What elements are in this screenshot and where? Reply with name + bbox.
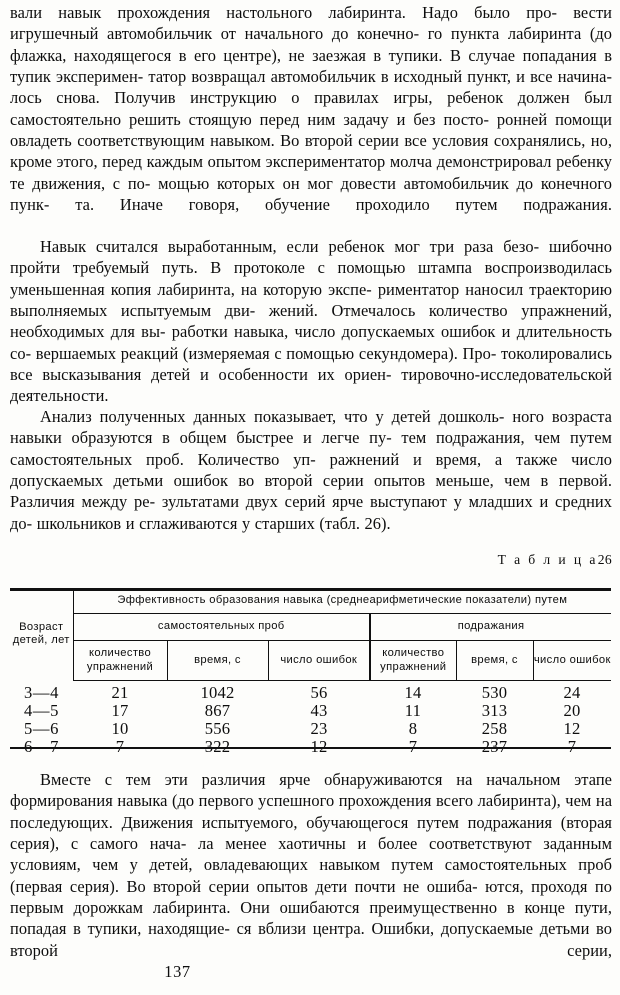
cell-errors-independent: 23	[310, 718, 328, 738]
text-line: татор возвращал автомобильчик в исходный пункт, и все начина-	[148, 67, 612, 87]
cell-exercises-independent: 21	[111, 683, 129, 702]
cell-time-independent: 1042	[200, 683, 235, 702]
text-line: токолировались все высказывания детей и особенности их ориен-	[10, 343, 612, 385]
text-line: экспериментатор молча демонстрировал ребенку те движения, с по-	[10, 152, 612, 193]
text-line: мощью которых он мог довести автомобильчик до конечного пунк-	[10, 173, 612, 215]
text-line: этапе формирования навыка (до первого успешного прохождения	[10, 770, 612, 811]
table-header-row-sub	[10, 641, 611, 681]
text-line: жений. Отмечалось количество упражнений, необходимых для вы-	[10, 301, 612, 342]
text-line: Анализ полученных данных показывает, что у детей дошколь-	[40, 407, 505, 426]
text-line: тировочно-исследовательской деятельности.	[10, 365, 612, 406]
paragraph	[10, 236, 612, 407]
column-header-errors-1: число ошибок	[268, 641, 370, 681]
paragraph-block-analysis	[10, 406, 612, 534]
cell-time-independent: 556	[204, 718, 231, 738]
cell-time-independent: 867	[204, 700, 231, 720]
text-line: всего лабиринта), чем на последующих. Движения испытуемого,	[10, 791, 613, 832]
text-line: все условия сохранялись, но, кроме этого, перед каждым опытом	[10, 131, 612, 172]
cell-time-imitation: 258	[481, 718, 508, 738]
table-header-row-top	[10, 588, 611, 614]
paragraph	[10, 406, 612, 534]
cell-errors-imitation: 24	[563, 683, 581, 702]
cell-exercises-imitation: 11	[404, 700, 422, 720]
column-header-errors-2: число ошибок	[533, 641, 611, 681]
text-line: го пункта лабиринта (до флажка, находящегося в его центре), не	[10, 24, 612, 65]
cell-age: 3—4	[24, 682, 59, 702]
cell-exercises-imitation: 8	[408, 718, 418, 738]
text-line: преимущественно в конце пути, попадая в тупики, находящие-	[10, 898, 612, 939]
cell-age: 5—6	[24, 718, 59, 738]
text-line: вершаемых реакций (измеряемая с помощью секундомера). Про-	[35, 343, 497, 363]
paragraph-block-method	[10, 236, 612, 407]
text-line: та. Иначе говоря, обучение проходило путем подражания.	[75, 195, 612, 215]
column-header-group-imitation: подражания	[370, 614, 611, 641]
results-table-container	[10, 588, 611, 749]
column-header-group-independent: самостоятельных проб	[73, 614, 370, 641]
table-body	[10, 681, 611, 756]
table-row	[10, 681, 611, 702]
text-line: воспроизводилась уменьшенная копия лабиринта, на которую экспе-	[10, 258, 612, 299]
table-header-row-groups	[10, 614, 611, 641]
cell-exercises-imitation: 14	[404, 683, 422, 702]
cell-exercises-independent: 10	[111, 718, 129, 738]
text-line: лось снова. Получив инструкцию о правилах игры, ребенок должен	[10, 88, 570, 108]
column-header-exercises-1: количество упражнений	[73, 641, 167, 681]
text-line: (первая серия). Во второй серии опытов дети почти не ошиба-	[10, 876, 478, 896]
cell-age: 4—5	[24, 700, 59, 720]
cell-time-imitation: 313	[481, 700, 508, 720]
text-line: зультатами двух серий ярче выступают у младших и средних до-	[10, 492, 612, 533]
column-header-spanning: Эффективность образования навыка (среднеарифметические показатели) путем	[73, 588, 611, 614]
text-line: вести игрушечный автомобильчик от начального до конечно-	[10, 3, 612, 44]
column-header-time-1: время, с	[167, 641, 268, 681]
text-line: школьников и сглаживаются у старших (табл. 26).	[36, 513, 391, 533]
text-line: чем у детей, овладевающих навыком путем самостоятельных проб	[92, 855, 612, 875]
text-line: заезжая в тупики. В случае попадания в тупик эксперимен-	[10, 45, 612, 87]
text-line: ла менее хаотичны и более соответствуют заданным условиям,	[10, 834, 612, 875]
text-line: риментатор наносил траекторию выполняемых испытуемым дви-	[10, 279, 612, 321]
text-line: был самостоятельно решить стоящую перед ним задачу и без посто-	[10, 88, 612, 129]
cell-errors-imitation: 20	[563, 700, 581, 720]
cell-errors-imitation: 12	[563, 718, 581, 738]
column-header-age: Возраст детей, лет	[10, 588, 73, 681]
results-table	[10, 588, 611, 756]
table-top-rule	[10, 588, 611, 591]
text-line: обучающегося путем подражания (вторая серия), с самого нача-	[10, 812, 612, 854]
text-line: ного возраста навыки образуются в общем быстрее и легче пу-	[10, 407, 612, 448]
text-line: ся вблизи центра. Ошибки, допускаемые детьми во второй серии,	[10, 919, 612, 960]
paragraph	[10, 769, 612, 982]
text-line: шибочно пройти требуемый путь. В протоколе с помощью штампа	[10, 237, 612, 278]
paragraph-continuation	[10, 2, 612, 237]
text-line: Навык считался выработанным, если ребенок мог три раза безо-	[40, 237, 540, 256]
column-header-exercises-2: количество упражнений	[370, 641, 456, 681]
text-line: второй серии опытов меньше, чем в первой. Различия между ре-	[10, 471, 612, 512]
text-line: тем подражания, чем путем самостоятельных проб. Количество уп-	[10, 428, 612, 469]
table-caption	[10, 552, 612, 568]
cell-errors-independent: 56	[310, 683, 328, 702]
cell-time-imitation: 530	[481, 683, 508, 702]
cell-exercises-independent: 17	[111, 700, 129, 720]
table-head	[10, 588, 611, 681]
table-caption-label: Т а б л и ц а	[497, 552, 598, 567]
table-bottom-rule	[10, 747, 611, 750]
page-number: 137	[164, 962, 191, 981]
text-line: ронней помощи овладеть соответствующим навыком. Во второй серии	[10, 109, 612, 151]
table-row	[10, 720, 611, 738]
text-line: вали навык прохождения настольного лабиринта. Надо было про-	[10, 3, 558, 22]
column-header-time-2: время, с	[456, 641, 533, 681]
text-line: ются, проходя по первым дорожкам лабиринта. Они ошибаются	[10, 876, 612, 918]
paragraph-block-intro	[10, 2, 612, 237]
paragraph-block-discussion	[10, 769, 612, 982]
text-line: Вместе с тем эти различия ярче обнаруживаются на начальном	[40, 770, 561, 789]
text-line: ражнений и время, а также число допускаемых детьми ошибок во	[10, 449, 612, 491]
cell-errors-independent: 43	[310, 700, 328, 720]
table-caption-number: 26	[597, 552, 612, 567]
table-row	[10, 702, 611, 720]
text-line: работки навыка, число допускаемых ошибок и длительность со-	[10, 322, 612, 363]
